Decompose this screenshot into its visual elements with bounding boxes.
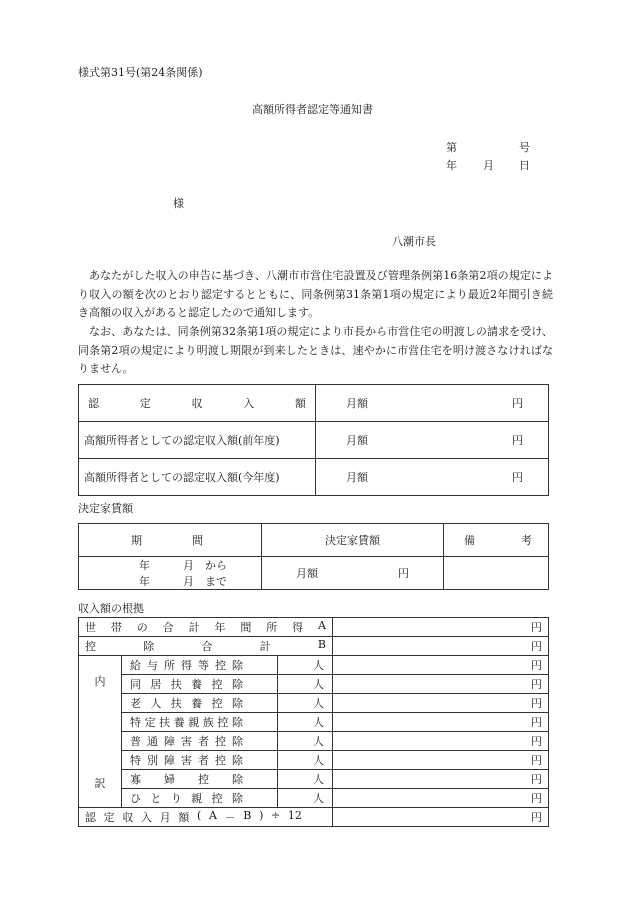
deduction-value[interactable]: 円 [333,751,549,770]
row-b-label [79,637,333,656]
deduction-char: 寡 [130,773,141,786]
deduction-char: 婦 [164,773,175,786]
notice-paragraph-1: あなたがした収入の申告に基づき、八潮市市営住宅設置及び管理条例第16条第2項の規定により収入の額を次のとおり認定するとともに、同条例第31条第1項の規定により最近2年間引き続き高額の収入があると認定したので通知します。 [78,269,553,320]
period-header [79,524,262,557]
deduction-char: 害 [181,754,192,767]
deduction-row [79,713,549,732]
row-b-char: 計 [259,640,271,653]
income-value-cell[interactable] [316,459,549,496]
rent-table [78,523,549,590]
deduction-name [122,675,278,694]
row-a-char: 計 [188,621,200,634]
income-value-cell[interactable] [316,385,549,422]
yen-label: 円 [512,434,523,447]
period-year: 年 [139,559,150,572]
date-year-label: 年 [446,159,457,172]
deduction-char: 控 [211,678,223,691]
rent-header: 決定家賃額 [262,524,444,557]
deduction-char: 害 [181,735,192,748]
breakdown-char: 訳 [94,776,106,790]
row-b-char: 合 [201,640,213,653]
final-char: － [224,811,236,824]
period-year: 年 [139,575,150,588]
yen-label: 円 [512,471,523,484]
final-char: A [209,809,217,822]
deduction-name [122,751,278,770]
deduction-value[interactable]: 円 [333,770,549,789]
yen-label: 円 [398,567,409,580]
deduction-person-count[interactable]: 人 [278,694,333,713]
row-a-char: 世 [85,621,96,634]
deduction-char: ひ [130,792,141,805]
deduction-char: 扶 [170,678,182,691]
notice-paragraph-2: なお、あなたは、同条例第32条第1項の規定により市長から市営住宅の明渡しの請求を受け、同条第2項の規定により明渡し期限が到来したときは、速やかに市営住宅を明け渡さなければなりません。 [78,325,553,376]
deduction-char: 給 [130,659,141,672]
income-table-row [79,422,549,459]
deduction-value[interactable]: 円 [333,732,549,751]
deduction-char: 控 [215,754,226,767]
deduction-char: 控 [211,792,223,805]
final-char: ( [197,809,202,822]
period-month: 月 [183,559,194,572]
deduction-char: り [170,792,182,805]
period-header-char: 期 [131,534,142,547]
deduction-row [79,694,549,713]
income-value-cell[interactable] [316,422,549,459]
period-to: まで [205,575,227,588]
final-char: 額 [178,811,190,824]
deduction-person-count[interactable]: 人 [278,732,333,751]
row-a-char: 合 [162,621,174,634]
deduction-char: 養 [191,697,203,710]
deduction-char: 人 [150,697,162,710]
sender-name: 八潮市長 [392,235,436,248]
deduction-person-count[interactable]: 人 [278,789,333,808]
income-header-char: 認 [88,397,99,410]
deduction-char: 障 [164,735,175,748]
basis-row-b [79,637,549,656]
deduction-char: 除 [232,735,243,748]
deduction-person-count[interactable]: 人 [278,770,333,789]
deduction-char: 扶 [159,716,171,729]
final-char: ) [259,809,264,822]
rent-table-row [79,557,549,590]
period-from-line [79,557,261,573]
final-char: ÷ [271,809,281,822]
deduction-value[interactable]: 円 [333,675,549,694]
period-month: 月 [183,575,194,588]
monthly-label: 月額 [346,397,368,410]
row-b-char: 控 [85,640,96,653]
final-char: B [243,809,252,822]
deduction-char: 除 [232,754,243,767]
monthly-label: 月額 [346,471,368,484]
note-header-char: 備 [464,534,475,547]
deduction-value[interactable]: 円 [333,656,549,675]
note-header-char: 考 [521,534,532,547]
deduction-char: 養 [173,716,185,729]
deduction-char: 同 [130,678,141,691]
basis-section-title: 収入額の根拠 [78,602,144,615]
income-row-label: 高額所得者としての認定収入額(今年度) [79,459,316,496]
final-char: 入 [141,811,153,824]
deduction-char: と [150,792,162,805]
row-a-char: の [136,621,148,634]
final-char: 認 [85,811,96,824]
deduction-char: 老 [130,697,141,710]
income-header-char: 額 [295,397,306,410]
deduction-char: 特 [130,754,141,767]
deduction-char: 定 [144,716,156,729]
income-table-header-row [79,385,549,422]
deduction-char: 障 [164,754,175,767]
deduction-char: 所 [164,659,175,672]
deduction-char: 除 [232,773,243,786]
deduction-char: 養 [191,678,203,691]
note-cell[interactable] [444,557,549,590]
deduction-char: 通 [147,735,158,748]
income-header-char: 入 [243,397,255,410]
rent-table-header-row [79,524,549,557]
basis-table [78,617,549,827]
date-month-label: 月 [483,159,494,172]
deduction-row [79,675,549,694]
deduction-char: 普 [130,735,141,748]
deduction-person-count[interactable]: 人 [278,675,333,694]
deduction-char: 与 [147,659,158,672]
deduction-person-count[interactable]: 人 [278,713,333,732]
deduction-char: 控 [215,659,226,672]
number-label-go: 号 [519,141,530,154]
breakdown-char: 内 [94,674,106,688]
final-char: 収 [122,811,134,824]
final-label [79,808,333,827]
row-a-char: A [318,619,326,632]
final-char: 月 [159,811,171,824]
income-table [78,384,549,496]
row-b-value[interactable]: 円 [333,637,549,656]
deduction-name [122,732,278,751]
date-day-label: 日 [519,159,530,172]
period-from: から [205,559,227,572]
income-header-char: 収 [191,397,203,410]
note-header [444,524,549,557]
deduction-char: 控 [217,716,229,729]
final-char: 12 [287,809,302,822]
final-value[interactable]: 円 [333,808,549,827]
income-header-char: 定 [139,397,151,410]
income-header-cell [79,385,316,422]
row-a-char: 所 [266,621,278,634]
basis-row-a [79,618,549,637]
row-b-char: B [317,638,326,651]
deduction-row [79,656,549,675]
number-label-dai: 第 [446,141,457,154]
period-cell[interactable] [79,557,262,590]
basis-final-row [79,808,549,827]
deduction-char: 居 [150,678,162,691]
deduction-char: 等 [198,659,209,672]
income-table-row [79,459,549,496]
deduction-char: 者 [198,754,209,767]
deduction-person-count[interactable]: 人 [278,656,333,675]
rent-value-cell[interactable] [262,557,444,590]
deduction-row [79,732,549,751]
deduction-char: 別 [147,754,158,767]
deduction-char: 除 [232,659,243,672]
deduction-char: 得 [181,659,192,672]
deduction-row [79,751,549,770]
deduction-row [79,770,549,789]
deduction-person-count[interactable]: 人 [278,751,333,770]
deduction-char: 除 [231,697,243,710]
deduction-char: 除 [231,792,243,805]
deduction-char: 者 [198,735,209,748]
deduction-row [79,789,549,808]
row-a-char: 帯 [110,621,122,634]
deduction-char: 特 [130,716,141,729]
row-a-char: 間 [240,621,252,634]
income-row-label: 高額所得者としての認定収入額(前年度) [79,422,316,459]
breakdown-label [79,656,122,808]
deduction-name [122,713,278,732]
monthly-label: 月額 [296,567,318,580]
deduction-char: 控 [215,735,226,748]
deduction-name [122,656,278,675]
row-a-value[interactable]: 円 [333,618,549,637]
deduction-char: 控 [211,697,223,710]
deduction-name [122,770,278,789]
rent-section-title: 決定家賃額 [78,502,133,515]
final-char: 定 [103,811,115,824]
deduction-char: 除 [231,716,243,729]
deduction-char: 扶 [170,697,182,710]
deduction-char: 除 [231,678,243,691]
period-to-line [79,573,261,589]
deduction-name [122,789,278,808]
deduction-char: 親 [188,716,200,729]
yen-label: 円 [512,397,523,410]
row-b-char: 除 [143,640,155,653]
monthly-label: 月額 [346,434,368,447]
deduction-value[interactable]: 円 [333,694,549,713]
deduction-char: 親 [191,792,203,805]
deduction-char: 控 [198,773,209,786]
row-a-char: 得 [292,621,304,634]
row-a-label [79,618,333,637]
document-title: 高額所得者認定等通知書 [252,103,373,116]
deduction-char: 族 [202,716,214,729]
row-a-char: 年 [214,621,226,634]
recipient-sama: 様 [173,197,184,210]
deduction-value[interactable]: 円 [333,789,549,808]
deduction-name [122,694,278,713]
form-number: 様式第31号(第24条関係) [78,66,203,79]
period-header-char: 間 [192,534,203,547]
deduction-value[interactable]: 円 [333,713,549,732]
